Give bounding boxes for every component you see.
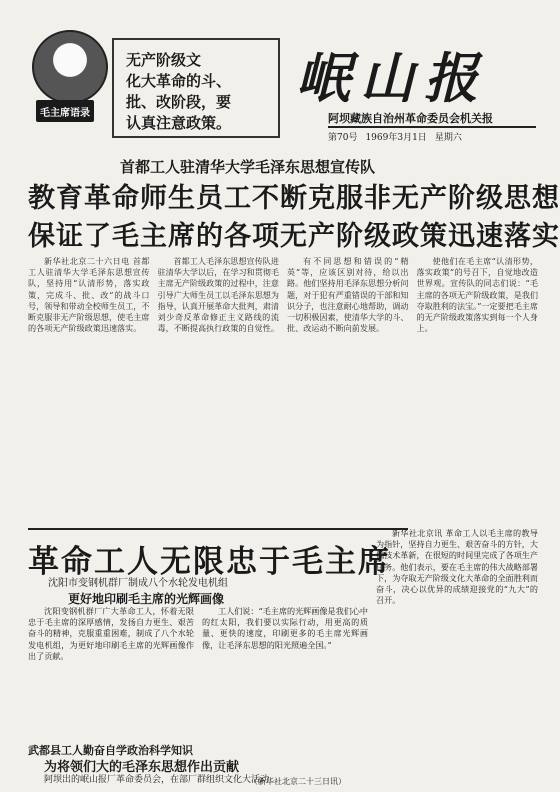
- issue-weekday: 星期六: [434, 133, 462, 143]
- quote-line: 认真注意政策。: [126, 114, 232, 132]
- quote-line: 批、改阶段，要: [126, 93, 232, 111]
- quote-line: 化大革命的斗、: [126, 72, 232, 90]
- issue-date: 1969年3月1日: [365, 133, 427, 143]
- article-column: 有不同思想和错误的“精英”等，应该区别对待，给以出路。他们坚持用毛泽东思想分析问题，对于犯有严重错误的干部和知识分子，也注意耐心地帮助，调动一切积极因素，使清华大学的斗、批、改运动不断向前发展。: [287, 256, 409, 334]
- issue-info: [328, 126, 536, 143]
- article-column: 使他们在毛主席“认清形势，落实政策”的号召下，自觉地改造世界观。宣传队的同志们说：“毛主席的各项无产阶级政策，是我们夺取胜利的法宝。”一定要把毛主席的无产阶级政策落实到每一个人身上。: [416, 256, 538, 334]
- side-column: 新华社北京讯 革命工人以毛主席的教导为指针，坚持自力更生、艰苦奋斗的方针，大搞技术革新，在很短的时间里完成了各项生产任务。他们表示，要在毛主席的伟大战略部署下，为夺取无产阶级文化大革命的全面胜利而奋斗，决心以优异的成绩迎接党的“九大”的召开。: [376, 528, 538, 606]
- dateline: （新华社北京二十三日讯）: [250, 777, 346, 786]
- article-columns: [28, 256, 538, 526]
- quote-box: [112, 38, 280, 138]
- lower-column: 沈阳变钢机群厂广大革命工人，怀着无限忠于毛主席的深厚感情，发扬自力更生、艰苦奋斗的精神，克服重重困难，制成了八个水轮发电机组，为更好地印刷毛主席的光辉画像作出了贡献。: [28, 606, 194, 661]
- bottom-headline-3: 阿坝出的岷山报厂革命委员会，在部厂群组织文化大活动: [44, 775, 270, 785]
- bottom-headline-1: 武都县工人勤奋自学政治科学知识: [28, 744, 193, 757]
- article-column: 首都工人毛泽东思想宣传队进驻清华大学以后，在学习和贯彻毛主席无产阶级政策的过程中，注意引导广大师生员工以毛泽东思想为指导，认真开展革命大批判，肃清刘少奇反革命修正主义路线的流毒，不断提高执行政策的自觉性。: [157, 256, 279, 334]
- article-column: 新华社北京二十六日电 首都工人驻清华大学毛泽东思想宣传队，坚持用“认清形势，落实政策，完成斗、批、改”的战斗口号，领导和带动全校师生员工，不断克服非无产阶级思想，使毛主席的各项无产阶级政策迅速落实。: [28, 256, 150, 334]
- quote-line: 无产阶级文: [126, 51, 202, 69]
- main-headline-2: 保证了毛主席的各项无产阶级政策迅速落实: [28, 221, 560, 252]
- issue-number: 第70号: [328, 133, 358, 143]
- main-headline-1: 教育革命师生员工不断克服非无产阶级思想: [28, 183, 560, 214]
- section-subtitle: 更好地印刷毛主席的光辉画像: [68, 592, 225, 606]
- issue-org: 阿坝藏族自治州革命委员会机关报: [328, 112, 493, 125]
- kicker-headline: 首都工人驻清华大学毛泽东思想宣传队: [120, 158, 376, 176]
- masthead: [28, 22, 538, 152]
- quote-badge: 毛主席语录: [36, 100, 94, 122]
- section-subhead: 沈阳市变钢机群厂制成八个水轮发电机组: [48, 578, 228, 589]
- section-headline: 革命工人无限忠于毛主席: [28, 528, 408, 581]
- portrait-badge-icon: [32, 30, 108, 104]
- bottom-headline-2: 为将领们大的毛泽东思想作出贡献: [44, 760, 240, 775]
- lower-column: 工人们说：“毛主席的光辉画像是我们心中的红太阳，我们要以实际行动，用更高的质量、更快的速度，印刷更多的毛主席光辉画像，让毛泽东思想的阳光照遍全国。”: [202, 606, 368, 650]
- nameplate: 岷山报: [296, 46, 488, 110]
